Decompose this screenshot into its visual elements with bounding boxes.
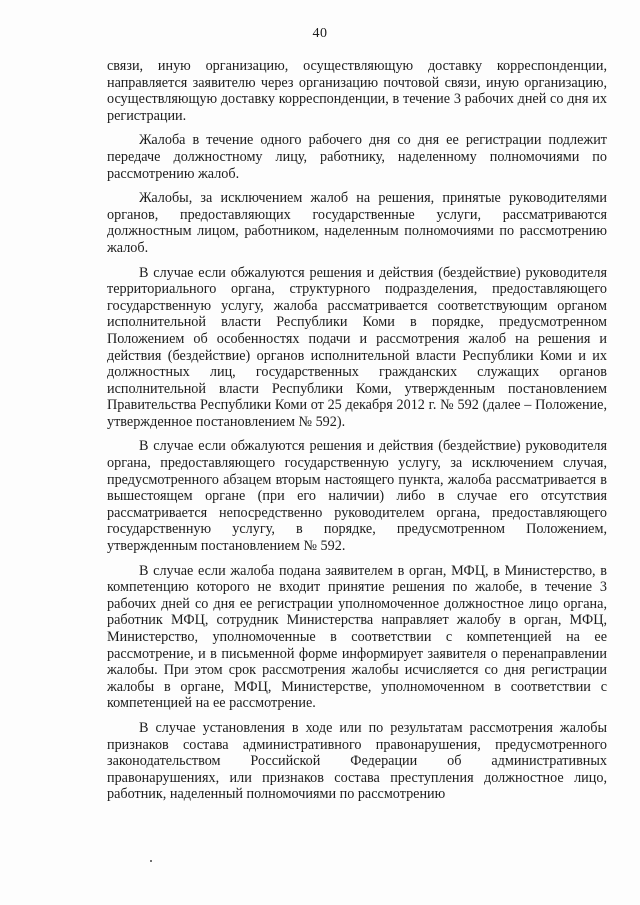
paragraph-complaint-review: Жалобы, за исключением жалоб на решения, принятые руководителями органов, предоставляющих государственные услуги, рассматриваются должностным лицом, работником, наделенным полномочиями по рассмотрению жалоб. bbox=[107, 190, 607, 256]
document-body bbox=[107, 58, 607, 803]
paragraph-continuation: связи, иную организацию, осуществляющую доставку корреспонденции, направляется заявителю через организацию почтовой связи, иную организацию, осуществляющую доставку корреспонденции, в течение 3 рабочих дней со дня их регистрации. bbox=[107, 58, 607, 124]
paragraph-complaint-transfer: Жалоба в течение одного рабочего дня со дня ее регистрации подлежит передаче должностному лицу, работнику, наделенному полномочиями по рассмотрению жалоб. bbox=[107, 132, 607, 182]
paragraph-redirection: В случае если жалоба подана заявителем в орган, МФЦ, в Министерство, в компетенцию которого не входит принятие решения по жалобе, в течение 3 рабочих дней со дня ее регистрации уполномоченное должностное лицо органа, работник МФЦ, сотрудник Министерства направляет жалобу в орган, МФЦ, Министерство, уполномоченные в соответствии с компетенцией на ее рассмотрение, и в письменной форме информирует заявителя о перенаправлении жалобы. При этом срок рассмотрения жалобы исчисляется со дня регистрации жалобы в органе, МФЦ, Министерстве, уполномоченном в соответствии с компетенцией на ее рассмотрение. bbox=[107, 562, 607, 712]
scan-dot bbox=[150, 860, 152, 862]
paragraph-violation-signs: В случае установления в ходе или по результатам рассмотрения жалобы признаков состава административного правонарушения, предусмотренного законодательством Российской Федерации об административных правонарушениях, или признаков состава преступления должностное лицо, работник, наделенный полномочиями по рассмотрению bbox=[107, 719, 607, 803]
paragraph-head-of-body: В случае если обжалуются решения и действия (бездействие) руководителя органа, предоставляющего государственную услугу, за исключением случая, предусмотренного абзацем вторым настоящего пункта, жалоба рассматривается в вышестоящем органе (при его наличии) либо в случае его отсутствия рассматривается непосредственно руководителем органа, предоставляющего государственную услугу, в порядке, предусмотренном Положением, утвержденным постановлением № 592. bbox=[107, 438, 607, 555]
page-number: 40 bbox=[312, 26, 328, 41]
paragraph-territorial-body: В случае если обжалуются решения и действия (бездействие) руководителя территориального органа, структурного подразделения, предоставляющего государственную услугу, жалоба рассматривается соответствующим органом исполнительной власти Республики Коми в порядке, предусмотренном Положением об особенностях подачи и рассмотрения жалоб на решения и действия (бездействие) органов исполнительной власти Республики Коми и их должностных лиц, государственных гражданских служащих органов исполнительной власти Республики Коми, утвержденным постановлением Правительства Республики Коми от 25 декабря 2012 г. № 592 (далее – Положение, утвержденное постановлением № 592). bbox=[107, 264, 607, 430]
